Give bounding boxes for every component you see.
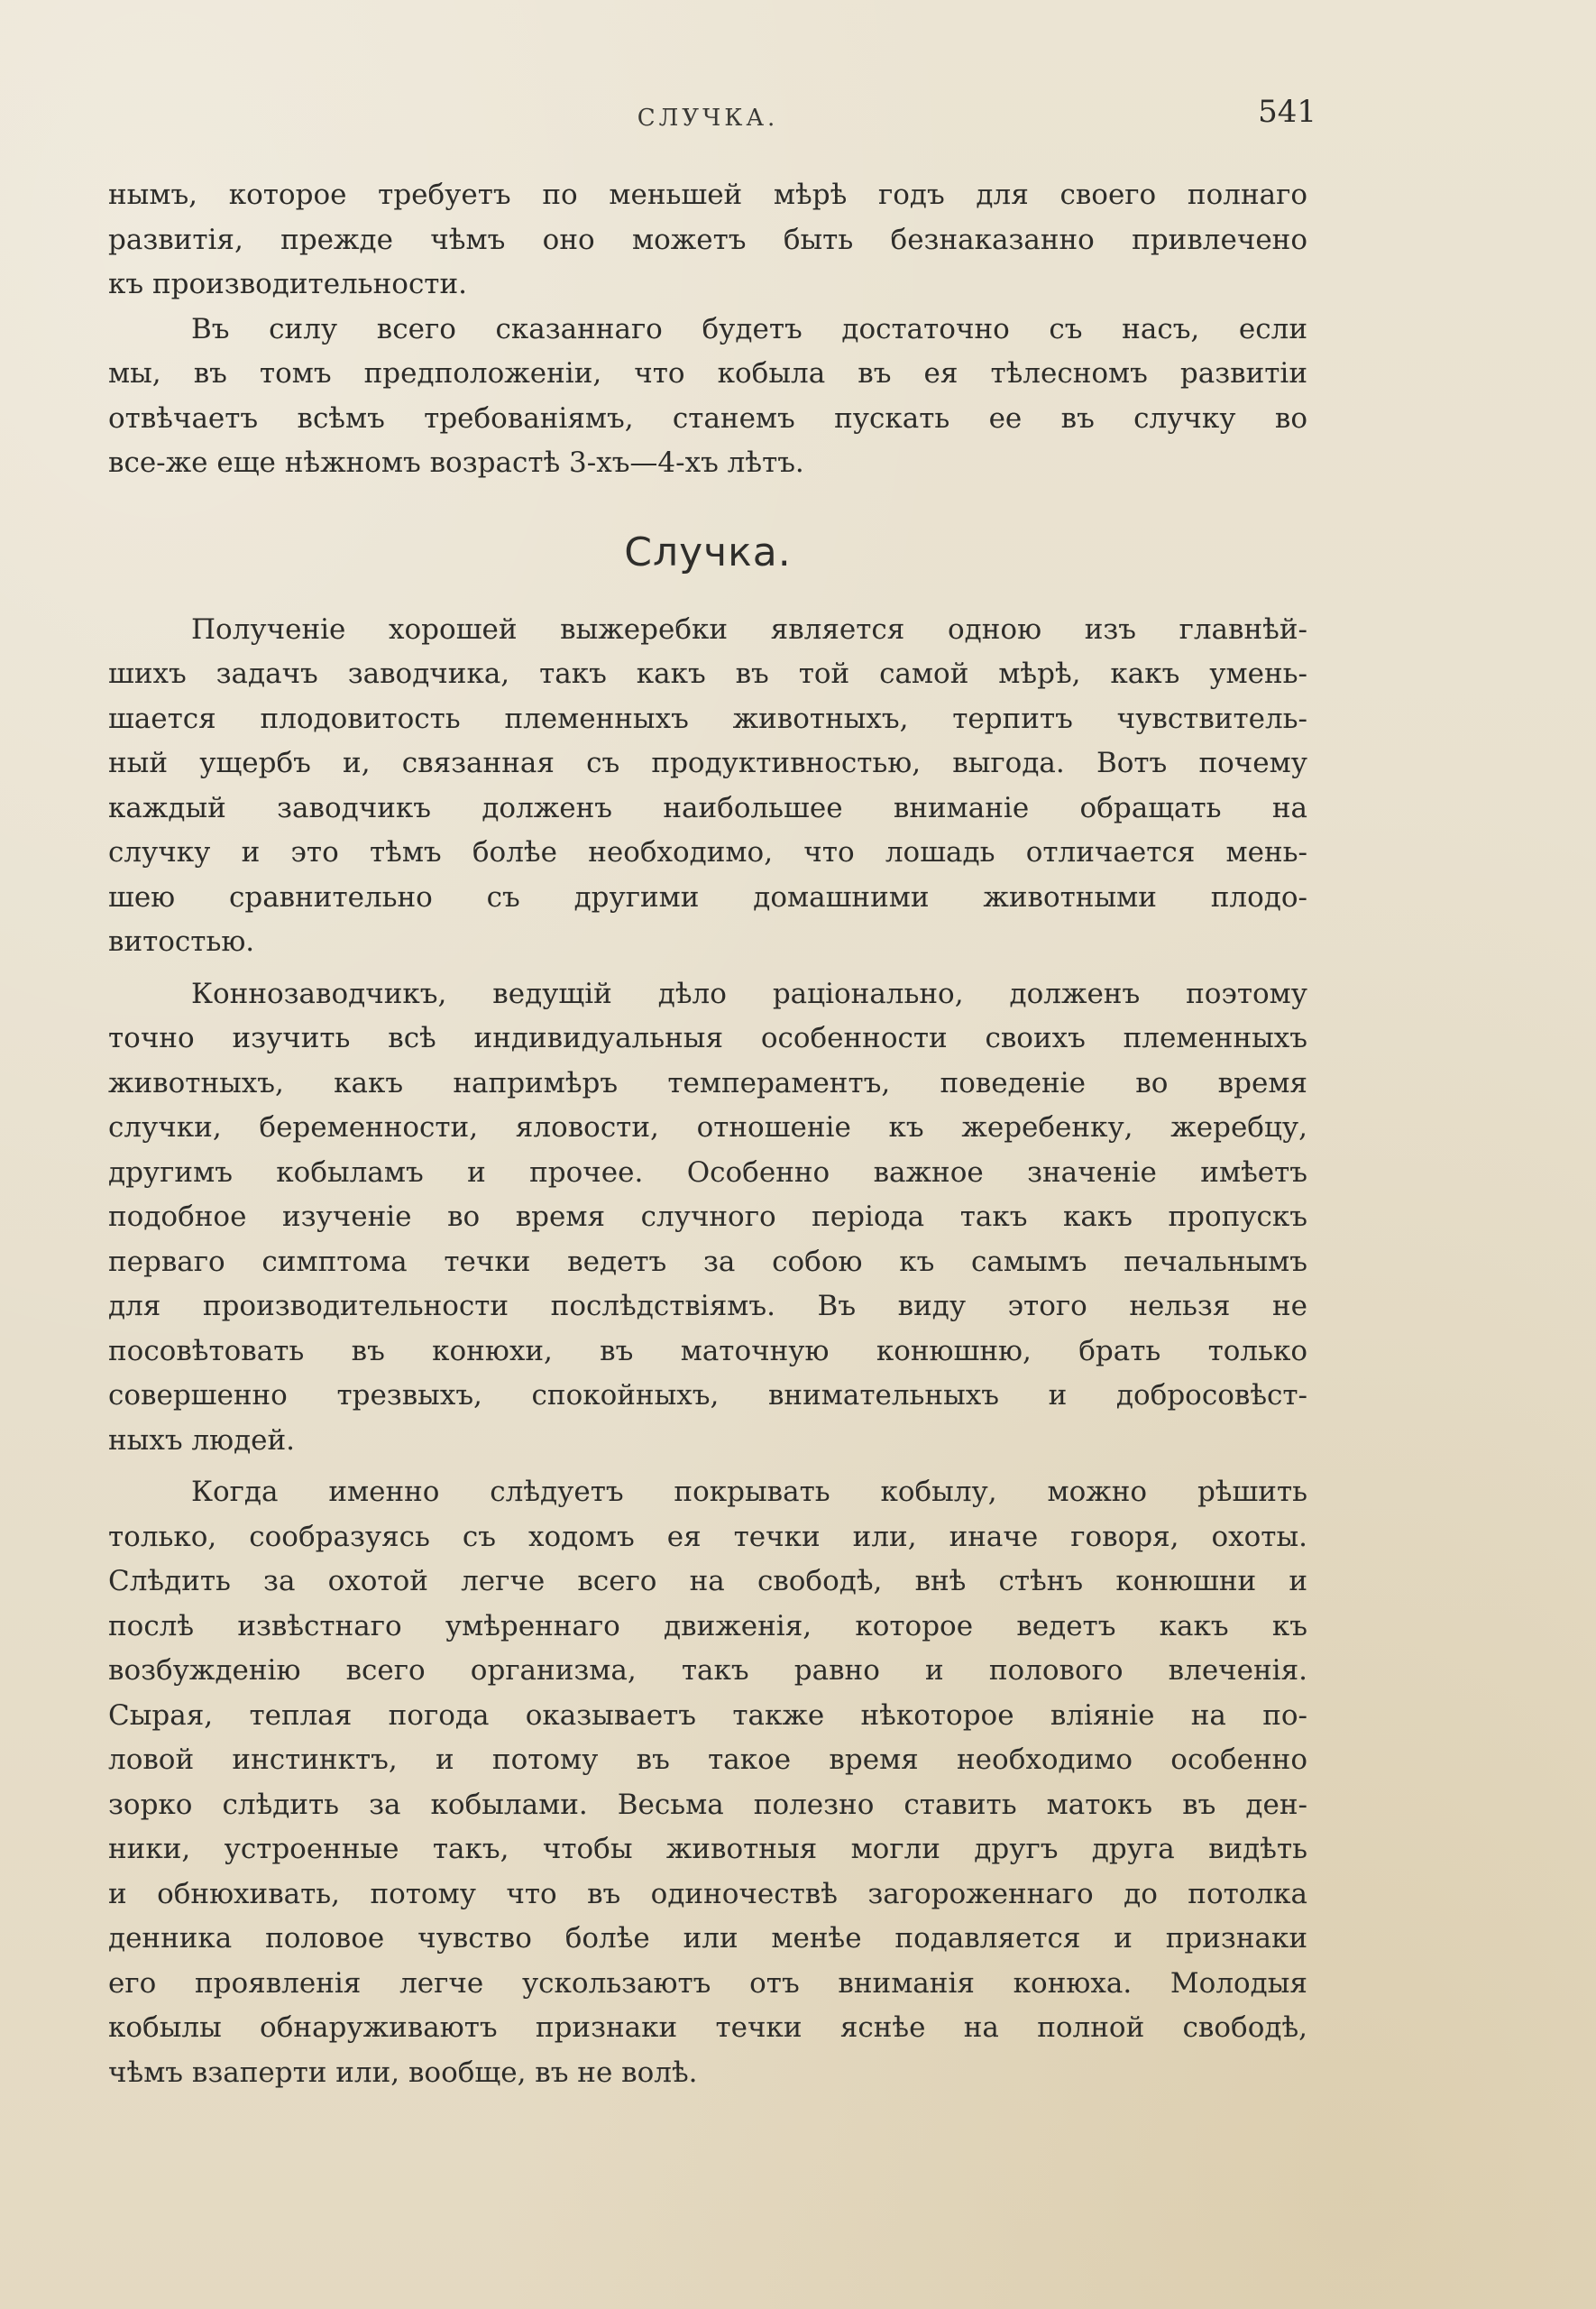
text-line: Полученіе хорошей выжеребки является одною изъ главнѣй- — [191, 612, 1307, 646]
paragraph-foaling — [108, 608, 1307, 965]
text-line: случки, беременности, яловости, отношеніе къ жеребенку, жеребцу, — [108, 1111, 1307, 1144]
text-line: Коннозаводчикъ, ведущій дѣло раціонально, долженъ поэтому — [191, 977, 1307, 1010]
text-line: для производительности послѣдствіямъ. Въ виду этого нельзя не — [108, 1290, 1307, 1322]
text-line: только, сообразуясь съ ходомъ ея течки или, иначе говоря, охоты. — [108, 1520, 1307, 1553]
text-line: его проявленія легче ускользаютъ отъ вниманія конюха. Молодыя — [108, 1966, 1307, 2000]
text-line: Сырая, теплая погода оказываетъ также нѣкоторое вліяніе на по- — [108, 1698, 1307, 1732]
text-line: каждый заводчикъ долженъ наибольшее вниманіе обращать на — [108, 791, 1307, 824]
text-line: Слѣдить за охотой легче всего на свободѣ, внѣ стѣнъ конюшни и — [108, 1565, 1307, 1597]
text-line: случку и это тѣмъ болѣе необходимо, что лошадь отличается мень- — [108, 836, 1307, 869]
text-line: къ производительности. — [108, 268, 467, 300]
paragraph-timing — [108, 1470, 1307, 2095]
text-line: все-же еще нѣжномъ возрастѣ 3-хъ—4-хъ лѣтъ. — [108, 446, 804, 479]
text-line: Въ силу всего сказаннаго будетъ достаточно съ насъ, если — [191, 312, 1307, 345]
text-line: животныхъ, какъ напримѣръ темпераментъ, поведеніе во время — [108, 1066, 1307, 1099]
text-line: развитія, прежде чѣмъ оно можетъ быть безнаказанно привлечено — [108, 223, 1307, 256]
text-line: другимъ кобыламъ и прочее. Особенно важное значеніе имѣетъ — [108, 1155, 1307, 1189]
page-number: 541 — [1258, 94, 1316, 130]
text-line: зорко слѣдить за кобылами. Весьма полезно ставить матокъ въ ден- — [108, 1788, 1307, 1821]
text-line: нымъ, которое требуетъ по меньшей мѣрѣ годъ для своего полнаго — [108, 179, 1307, 211]
text-line: подобное изученіе во время случного періода такъ какъ пропускъ — [108, 1200, 1307, 1233]
text-line: возбужденію всего организма, такъ равно и полового влеченія. — [108, 1654, 1307, 1687]
text-line: кобылы обнаруживаютъ признаки течки яснѣе на полной свободѣ, — [108, 2011, 1307, 2044]
text-line: шею сравнительно съ другими домашними животными плодо- — [108, 880, 1307, 914]
text-line: чѣмъ взаперти или, вообще, въ не волѣ. — [108, 2056, 698, 2089]
text-line: ныхъ людей. — [108, 1423, 296, 1457]
paragraph-breeder — [108, 972, 1307, 1464]
paragraph-conclusion — [108, 308, 1307, 486]
text-line: ный ущербъ и, связанная съ продуктивностью, выгода. Вотъ почему — [108, 747, 1307, 779]
text-line: денника половое чувство болѣе или менѣе подавляется и признаки — [108, 1922, 1307, 1955]
text-line: точно изучить всѣ индивидуальныя особенности своихъ племенныхъ — [108, 1022, 1307, 1054]
text-line: мы, въ томъ предположеніи, что кобыла въ ея тѣлесномъ развитіи — [108, 357, 1307, 390]
text-line: витостью. — [108, 925, 255, 958]
body-text — [108, 173, 1307, 2095]
running-title: СЛУЧКА. — [637, 105, 779, 132]
text-line: отвѣчаетъ всѣмъ требованіямъ, станемъ пускать ее въ случку во — [108, 401, 1307, 435]
text-line: послѣ извѣстнаго умѣреннаго движенія, которое ведетъ какъ къ — [108, 1609, 1307, 1642]
text-line: перваго симптома течки ведетъ за собою къ самымъ печальнымъ — [108, 1245, 1307, 1278]
text-line: ловой инстинктъ, и потому въ такое время необходимо особенно — [108, 1743, 1307, 1776]
text-line: шихъ задачъ заводчика, такъ какъ въ той самой мѣрѣ, какъ умень- — [108, 658, 1307, 690]
text-line: посовѣтовать въ конюхи, въ маточную конюшню, брать только — [108, 1334, 1307, 1367]
text-line: Когда именно слѣдуетъ покрывать кобылу, можно рѣшить — [191, 1476, 1307, 1508]
text-line: шается плодовитость племенныхъ животныхъ, терпитъ чувствитель- — [108, 702, 1307, 735]
text-line: и обнюхивать, потому что въ одиночествѣ загороженнаго до потолка — [108, 1877, 1307, 1910]
text-line: совершенно трезвыхъ, спокойныхъ, внимательныхъ и добросовѣст- — [108, 1379, 1307, 1412]
paragraph-continuation — [108, 173, 1307, 308]
page-header — [108, 94, 1316, 139]
section-heading: Случка. — [624, 529, 792, 575]
text-line: ники, устроенные такъ, чтобы животныя могли другъ друга видѣть — [108, 1833, 1307, 1865]
paragraph-gap — [108, 1463, 1307, 1470]
paragraph-gap — [108, 965, 1307, 972]
